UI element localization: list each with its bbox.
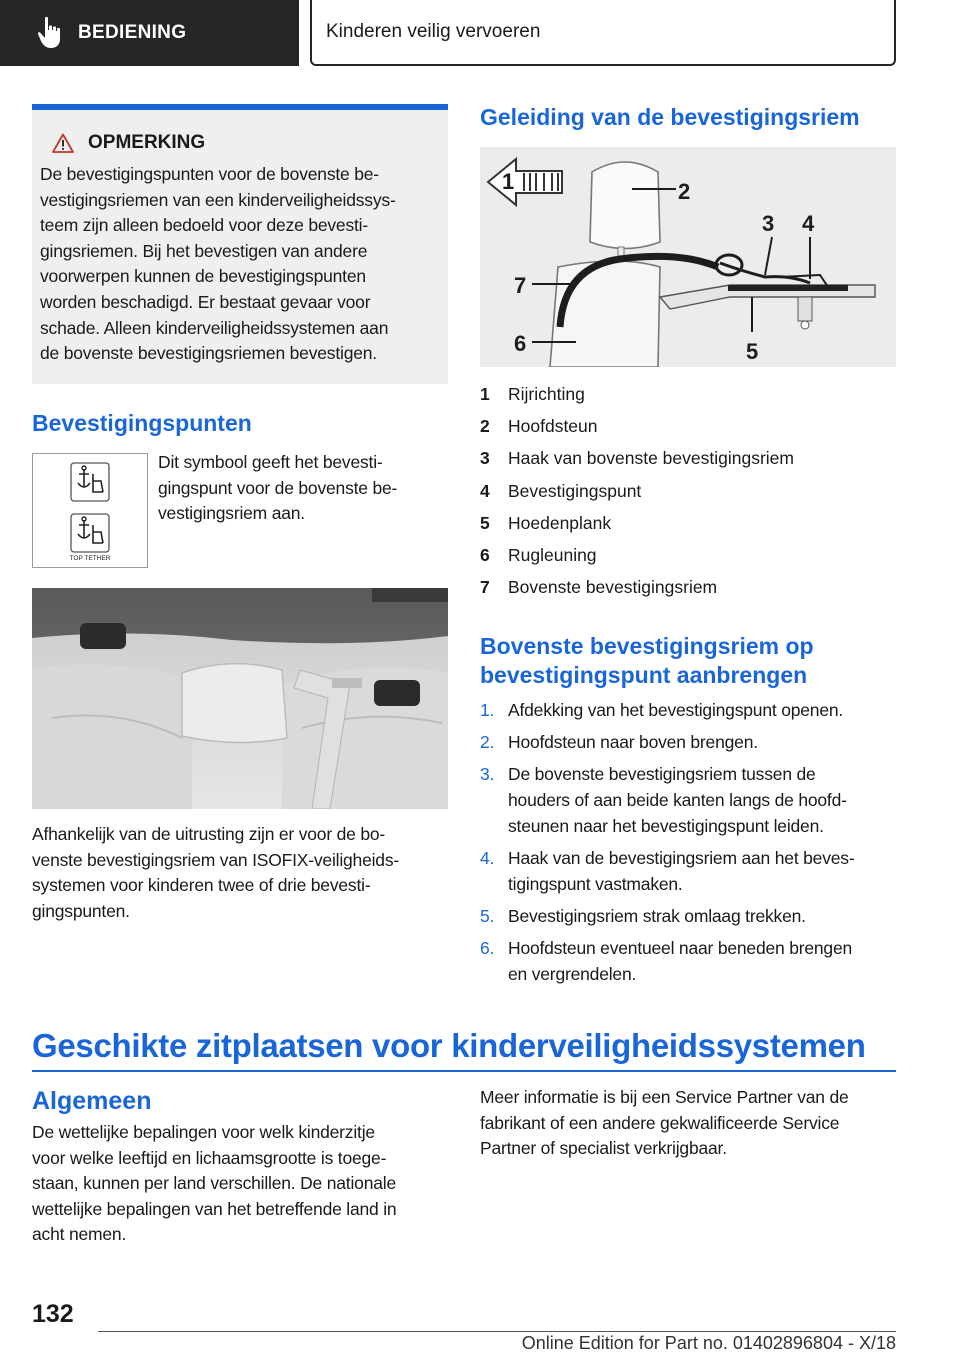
legend-item bbox=[480, 410, 900, 442]
note-title bbox=[52, 132, 438, 154]
heading-bevestigingspunten: Bevestigingspunten bbox=[32, 410, 252, 436]
legend-number: 4 bbox=[480, 480, 490, 501]
symbol-description bbox=[158, 450, 448, 527]
legend-item bbox=[480, 475, 900, 507]
diagram-label-3: 3 bbox=[762, 211, 775, 236]
section-title: Geschikte zitplaatsen voor kinderveiligheidssystemen bbox=[32, 1027, 866, 1064]
note-title-text: OPMERKING bbox=[88, 132, 206, 153]
legend-number: 5 bbox=[480, 512, 490, 533]
text-line: gingspunt voor de bovenste be- bbox=[158, 477, 398, 498]
text-line: Dit symbool geeft het bevesti- bbox=[158, 452, 383, 472]
step-number: 2. bbox=[480, 732, 495, 752]
diagram-legend bbox=[480, 378, 900, 603]
note-line: vestigingsriemen van een kinderveiligheidssys- bbox=[40, 189, 396, 210]
legend-text: Hoofdsteun bbox=[508, 416, 598, 437]
legend-item bbox=[480, 442, 900, 474]
legend-text: Haak van bovenste bevestigingsriem bbox=[508, 448, 794, 469]
diagram-label-7: 7 bbox=[514, 273, 527, 298]
diagram-label-2: 2 bbox=[678, 179, 691, 204]
text-line: De wettelijke bepalingen voor welk kinderzitje bbox=[32, 1122, 375, 1142]
text-line: venste bevestigingsriem van ISOFIX-veiligheids- bbox=[32, 849, 400, 870]
diagram-label-6: 6 bbox=[514, 331, 527, 356]
legend-item bbox=[480, 378, 900, 410]
text-line: systemen voor kinderen twee of drie bevesti- bbox=[32, 875, 371, 896]
note-line: De bevestigingspunten voor de bovenste be- bbox=[40, 164, 379, 184]
legend-text: Rugleuning bbox=[508, 545, 597, 566]
note-line: teem zijn alleen bedoeld voor deze bevesti- bbox=[40, 215, 368, 236]
step-item bbox=[480, 845, 900, 897]
footer-divider bbox=[98, 1331, 896, 1332]
photo-caption bbox=[32, 822, 452, 924]
note-line: schade. Alleen kinderveiligheidssystemen aan bbox=[40, 317, 389, 338]
text-line: vestigingsriem aan. bbox=[158, 503, 305, 524]
hand-pointer-icon bbox=[36, 16, 64, 50]
section-divider bbox=[32, 1070, 896, 1072]
step-number: 5. bbox=[480, 906, 495, 926]
step-number: 1. bbox=[480, 700, 495, 720]
text-line: voor welke leeftijd en lichaamsgrootte is toege- bbox=[32, 1147, 387, 1168]
step-text: Hoofdsteun eventueel naar beneden brengen bbox=[508, 938, 853, 958]
note-body bbox=[40, 162, 438, 367]
anchor-seat-icon bbox=[33, 454, 149, 569]
text-line: wettelijke bepalingen van het betreffende land in bbox=[32, 1198, 397, 1219]
note-line: gingsriemen. Bij het bevestigen van andere bbox=[40, 240, 368, 261]
step-text: Hoofdsteun naar boven brengen. bbox=[508, 732, 758, 752]
legend-number: 7 bbox=[480, 577, 490, 598]
algemeen-body bbox=[32, 1120, 457, 1248]
diagram-label-5: 5 bbox=[746, 339, 759, 364]
step-text: Afdekking van het bevestigingspunt openen. bbox=[508, 700, 844, 720]
step-item bbox=[480, 761, 900, 839]
tether-routing-diagram bbox=[480, 147, 896, 367]
step-number: 4. bbox=[480, 848, 495, 868]
diagram-label-1: 1 bbox=[502, 169, 515, 194]
step-text: houders of aan beide kanten langs de hoofd- bbox=[508, 790, 847, 810]
legend-text: Hoedenplank bbox=[508, 512, 612, 533]
section-tab[interactable] bbox=[0, 0, 299, 66]
step-text: steunen naar het bevestigingspunt leiden. bbox=[508, 816, 824, 836]
note-line: de bovenste bevestigingsriemen bevestigen. bbox=[40, 343, 377, 364]
step-text: De bovenste bevestigingsriem tussen de bbox=[508, 764, 816, 784]
section-label: BEDIENING bbox=[78, 22, 187, 43]
legend-text: Rijrichting bbox=[508, 384, 585, 404]
legend-text: Bovenste bevestigingsriem bbox=[508, 577, 718, 598]
note-line: voorwerpen kunnen de bevestigingspunten bbox=[40, 266, 366, 287]
legend-number: 1 bbox=[480, 384, 490, 404]
heading-geleiding: Geleiding van de bevestigingsriem bbox=[480, 104, 860, 130]
legend-text: Bevestigingspunt bbox=[508, 480, 642, 501]
top-tether-symbol bbox=[32, 453, 148, 568]
page-number: 132 bbox=[32, 1300, 74, 1328]
heading-line: Bovenste bevestigingsriem op bbox=[480, 633, 814, 659]
step-text: en vergrendelen. bbox=[508, 964, 637, 984]
chapter-title: Kinderen veilig vervoeren bbox=[310, 0, 896, 66]
legend-item bbox=[480, 571, 900, 603]
legend-number: 2 bbox=[480, 416, 490, 437]
step-item bbox=[480, 697, 900, 723]
step-number: 3. bbox=[480, 764, 495, 784]
text-line: Partner of specialist verkrijgbaar. bbox=[480, 1138, 727, 1159]
heading-algemeen: Algemeen bbox=[32, 1087, 152, 1115]
note-line: worden beschadigd. Er bestaat gevaar voor bbox=[40, 291, 371, 312]
step-item bbox=[480, 729, 900, 755]
step-number: 6. bbox=[480, 938, 495, 958]
legend-item bbox=[480, 507, 900, 539]
legend-number: 3 bbox=[480, 448, 490, 469]
text-line: Meer informatie is bij een Service Partner van de bbox=[480, 1087, 849, 1107]
step-list bbox=[480, 697, 900, 993]
top-tether-label: TOP TETHER bbox=[69, 555, 111, 562]
heading-line: bevestigingspunt aanbrengen bbox=[480, 662, 808, 688]
step-item bbox=[480, 903, 900, 929]
text-line: staan, kunnen per land verschillen. De nationale bbox=[32, 1173, 396, 1194]
legend-item bbox=[480, 539, 900, 571]
meer-info-body bbox=[480, 1085, 900, 1162]
edition-text: Online Edition for Part no. 01402896804 - X/18 bbox=[521, 1333, 896, 1353]
text-line: gingspunten. bbox=[32, 900, 130, 921]
text-line: acht nemen. bbox=[32, 1224, 127, 1245]
text-line: Afhankelijk van de uitrusting zijn er voor de bo- bbox=[32, 824, 386, 844]
step-text: tigingspunt vastmaken. bbox=[508, 874, 683, 894]
warning-note bbox=[32, 104, 448, 384]
step-text: Bevestigingsriem strak omlaag trekken. bbox=[508, 906, 806, 926]
step-text: Haak van de bevestigingsriem aan het beves- bbox=[508, 848, 855, 868]
diagram-label-4: 4 bbox=[802, 211, 815, 236]
legend-number: 6 bbox=[480, 545, 490, 566]
step-item bbox=[480, 935, 900, 987]
rear-seat-photo bbox=[32, 588, 448, 809]
text-line: fabrikant of een andere gekwalificeerde Service bbox=[480, 1112, 840, 1133]
heading-aanbrengen bbox=[480, 632, 814, 690]
warning-triangle-icon bbox=[52, 133, 74, 153]
